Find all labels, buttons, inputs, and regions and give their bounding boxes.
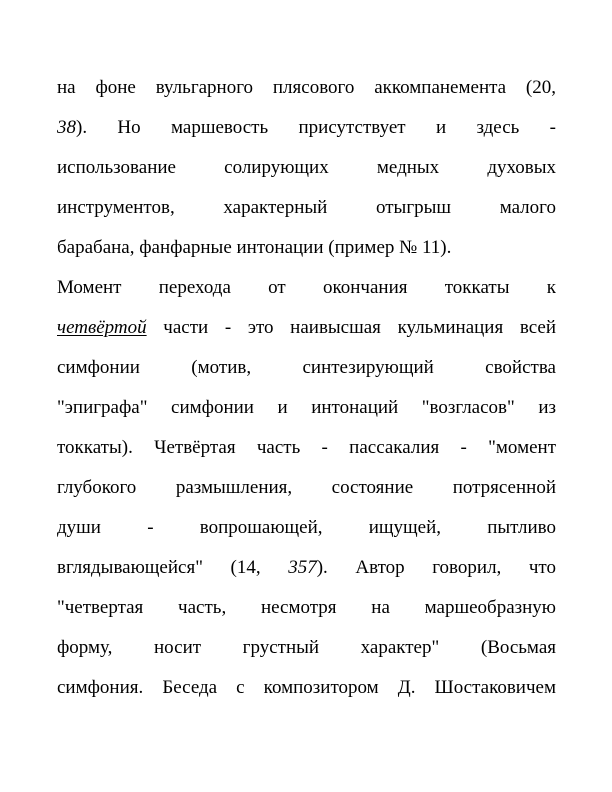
text-segment: "эпиграфа" симфонии и интонаций "возгласов" из [57,397,556,418]
text-line [57,314,556,354]
text-segment: барабана, фанфарные интонации (пример № 11). [57,237,452,258]
body-text [57,74,556,714]
text-segment: симфонии (мотив, синтезирующий свойства [57,357,556,378]
text-segment: ). Но маршевость присутствует и здесь - [76,117,556,138]
text-line [57,354,556,394]
text-line [57,394,556,434]
emphasized-text: 38 [57,117,76,138]
text-segment: "четвертая часть, несмотря на маршеобразную [57,597,556,618]
text-line [57,154,556,194]
text-segment: глубокого размышления, состояние потрясенной [57,477,556,498]
text-line [57,74,556,114]
text-segment: вглядывающейся" (14, [57,557,289,578]
text-line [57,554,556,594]
emphasized-text: четвёртой [57,317,147,338]
text-line [57,634,556,674]
text-line [57,194,556,234]
text-line [57,674,556,714]
text-segment: Момент перехода от окончания токкаты к [57,277,556,298]
text-segment: использование солирующих медных духовых [57,157,556,178]
text-segment: токкаты). Четвёртая часть - пассакалия - "момент [57,437,556,458]
text-segment: инструментов, характерный отыгрыш малого [57,197,556,218]
text-line [57,474,556,514]
text-segment: ). Автор говорил, что [316,557,556,578]
text-segment: части - это наивысшая кульминация всей [146,317,556,338]
emphasized-text: 357 [288,557,317,578]
text-line [57,274,556,314]
text-segment: форму, носит грустный характер" (Восьмая [57,637,556,658]
text-line [57,114,556,154]
text-line [57,514,556,554]
text-segment: души - вопрошающей, ищущей, пытливо [57,517,556,538]
text-line [57,434,556,474]
text-segment: симфония. Беседа с композитором Д. Шостаковичем [57,677,556,698]
text-line [57,594,556,634]
text-segment: на фоне вульгарного плясового аккомпанемента (20, [57,77,556,98]
text-line [57,234,556,274]
